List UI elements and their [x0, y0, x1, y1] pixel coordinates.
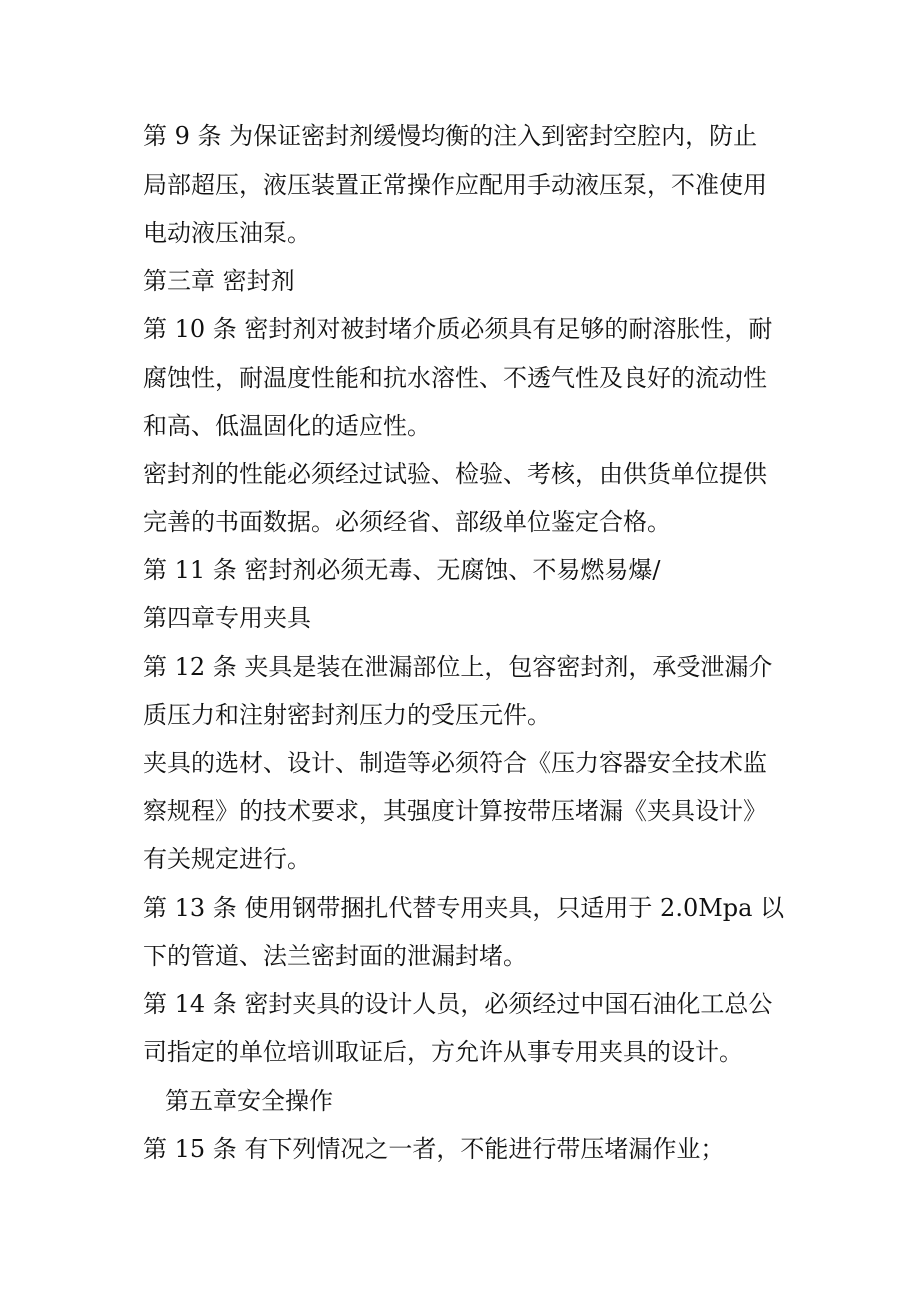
article-15-line: 第 15 条 有下列情况之一者，不能进行带压堵漏作业； — [143, 1135, 725, 1163]
article-9-line-1: 第 9 条 为保证密封剂缓慢均衡的注入到密封空腔内，防止 — [143, 122, 758, 150]
article-9-line-3: 电动液压油泵。 — [143, 219, 311, 247]
fixture-paragraph-line-3: 有关规定进行。 — [143, 845, 311, 873]
sealant-paragraph-line-2: 完善的书面数据。必须经省、部级单位鉴定合格。 — [143, 508, 671, 536]
article-12-line-1: 第 12 条 夹具是装在泄漏部位上，包容密封剂，承受泄漏介 — [143, 653, 773, 681]
article-14-line-1: 第 14 条 密封夹具的设计人员，必须经过中国石油化工总公 — [143, 990, 773, 1018]
article-12-line-2: 质压力和注射密封剂压力的受压元件。 — [143, 701, 551, 729]
chapter-4-heading: 第四章专用夹具 — [143, 604, 311, 632]
article-10-line-1: 第 10 条 密封剂对被封堵介质必须具有足够的耐溶胀性，耐 — [143, 315, 773, 343]
chapter-5-heading: 第五章安全操作 — [165, 1087, 333, 1115]
article-13-line-1: 第 13 条 使用钢带捆扎代替专用夹具，只适用于 2.0Mpa 以 — [143, 894, 785, 922]
chapter-3-heading: 第三章 密封剂 — [143, 267, 295, 295]
fixture-paragraph-line-2: 察规程》的技术要求，其强度计算按带压堵漏《夹具设计》 — [143, 797, 767, 825]
article-10-line-3: 和高、低温固化的适应性。 — [143, 412, 431, 440]
article-9-line-2: 局部超压，液压装置正常操作应配用手动液压泵，不准使用 — [143, 171, 767, 199]
sealant-paragraph-line-1: 密封剂的性能必须经过试验、检验、考核，由供货单位提供 — [143, 460, 767, 488]
fixture-paragraph-line-1: 夹具的选材、设计、制造等必须符合《压力容器安全技术监 — [143, 749, 767, 777]
article-13-line-2: 下的管道、法兰密封面的泄漏封堵。 — [143, 942, 527, 970]
article-10-line-2: 腐蚀性，耐温度性能和抗水溶性、不透气性及良好的流动性 — [143, 364, 767, 392]
article-14-line-2: 司指定的单位培训取证后，方允许从事专用夹具的设计。 — [143, 1038, 743, 1066]
article-11-line: 第 11 条 密封剂必须无毒、无腐蚀、不易燃易爆/ — [143, 556, 661, 584]
